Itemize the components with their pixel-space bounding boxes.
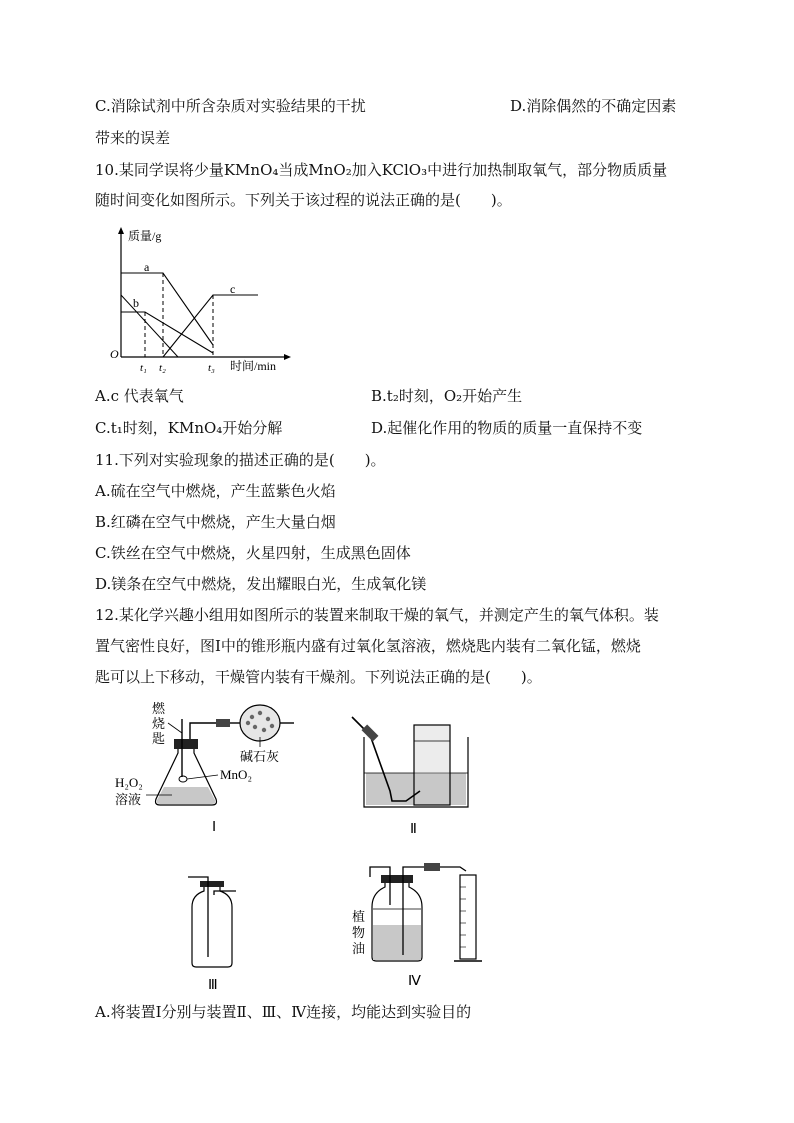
q10-option-c: C.t₁时刻，KMnO₄开始分解 [95,419,283,437]
q9-continuation: 带来的误差 [95,129,171,147]
h2o2-label-1: H₂O₂ [115,775,143,790]
spoon-label-2: 烧 [152,716,166,731]
q10-option-a: A.c 代表氧气 [95,387,184,405]
graph-xlabel: 时间/min [230,359,277,373]
q12-apparatus-figure [100,695,520,995]
q11-option-d: D.镁条在空气中燃烧，发出耀眼白光，生成氧化镁 [95,575,427,593]
water-layer [373,925,421,960]
long-tube-3 [188,877,208,957]
spoon-label-3: 匙 [152,731,166,746]
tube-connector-4 [424,863,440,871]
q11-option-c: C.铁丝在空气中燃烧，火星四射，生成黑色固体 [95,544,411,562]
oil-label-3: 油 [352,941,366,956]
roman-1: Ⅰ [212,820,217,835]
graph-ylabel: 质量/g [128,229,162,243]
curve-c-label: c [230,282,236,296]
graph-y-arrow [118,227,124,234]
bottle-stopper-3 [200,881,224,887]
curve-c [163,295,258,357]
q12-stem-line2: 置气密性良好，图Ⅰ中的锥形瓶内盛有过氧化氢溶液，燃烧匙内装有二氧化锰，燃烧 [95,637,641,655]
apparatus-2 [352,717,468,837]
apparatus-1 [115,701,294,835]
oil-layer [373,909,421,925]
tick-t3: t₃ [208,362,215,374]
lime-granule [246,721,250,725]
q11-option-b: B.红磷在空气中燃烧，产生大量白烟 [95,513,336,531]
lime-granule [250,715,254,719]
spoon-label-1: 燃 [152,701,166,716]
q9-option-d: D.消除偶然的不确定因素 [510,97,677,115]
q12-option-a: A.将装置Ⅰ分别与装置Ⅱ、Ⅲ、Ⅳ连接，均能达到实验目的 [95,1003,472,1021]
flask-stopper [174,739,198,749]
tick-t1: t₁ [140,362,147,374]
lime-granule [270,724,274,728]
q11-option-a: A.硫在空气中燃烧，产生蓝紫色火焰 [95,482,336,500]
apparatus-3 [188,877,236,993]
q11-stem: 11.下列对实验现象的描述正确的是( )。 [95,451,386,469]
lime-granule [262,728,266,732]
roman-2: Ⅱ [410,822,417,837]
curve-cross-line [121,295,178,357]
graduated-cylinder [460,875,476,959]
outlet-tube [190,723,218,739]
q12-stem-line3: 匙可以上下移动，干燥管内装有干燥剂。下列说法正确的是( )。 [95,668,542,686]
spoon-cup [179,776,187,782]
rubber-connector [216,719,230,727]
h2o2-liquid [157,787,215,804]
empty-gas-bottle [192,883,232,967]
oil-label-1: 植 [352,909,366,924]
mno2-label-pointer [187,775,218,779]
lime-granule [258,711,262,715]
curve-b [121,312,213,353]
graph-origin: O [110,347,119,361]
roman-4: Ⅳ [408,974,421,989]
q9-option-c: C.消除试剂中所含杂质对实验结果的干扰 [95,97,366,115]
q10-stem-line2: 随时间变化如图所示。下列关于该过程的说法正确的是( )。 [95,191,512,209]
h2o2-label-2: 溶液 [115,792,142,807]
lime-granule [253,725,257,729]
bottle-stopper-4 [381,875,413,883]
graph-x-arrow [284,354,291,360]
lime-label: 碱石灰 [240,749,280,764]
oil-label-2: 物 [352,925,366,940]
q10-option-d: D.起催化作用的物质的质量一直保持不变 [371,419,643,437]
roman-3: Ⅲ [208,978,218,993]
q12-stem-line1: 12.某化学兴趣小组用如图所示的装置来制取干燥的氧气，并测定产生的氧气体积。装 [95,606,659,624]
mno2-label: MnO₂ [220,767,252,782]
curve-a-label: a [144,260,150,274]
q10-option-b: B.t₂时刻，O₂开始产生 [371,387,523,405]
spoon-label-pointer [168,723,182,733]
lime-granule [266,717,270,721]
q10-mass-time-graph [108,225,298,375]
curve-b-label: b [133,296,139,310]
gas-collection-bottle [414,725,450,805]
apparatus-4 [352,863,482,989]
tick-t2: t₂ [159,362,166,374]
q10-stem-line1: 10.某同学误将少量KMnO₄当成MnO₂加入KClO₃中进行加热制取氧气，部分物质质量 [95,161,668,179]
